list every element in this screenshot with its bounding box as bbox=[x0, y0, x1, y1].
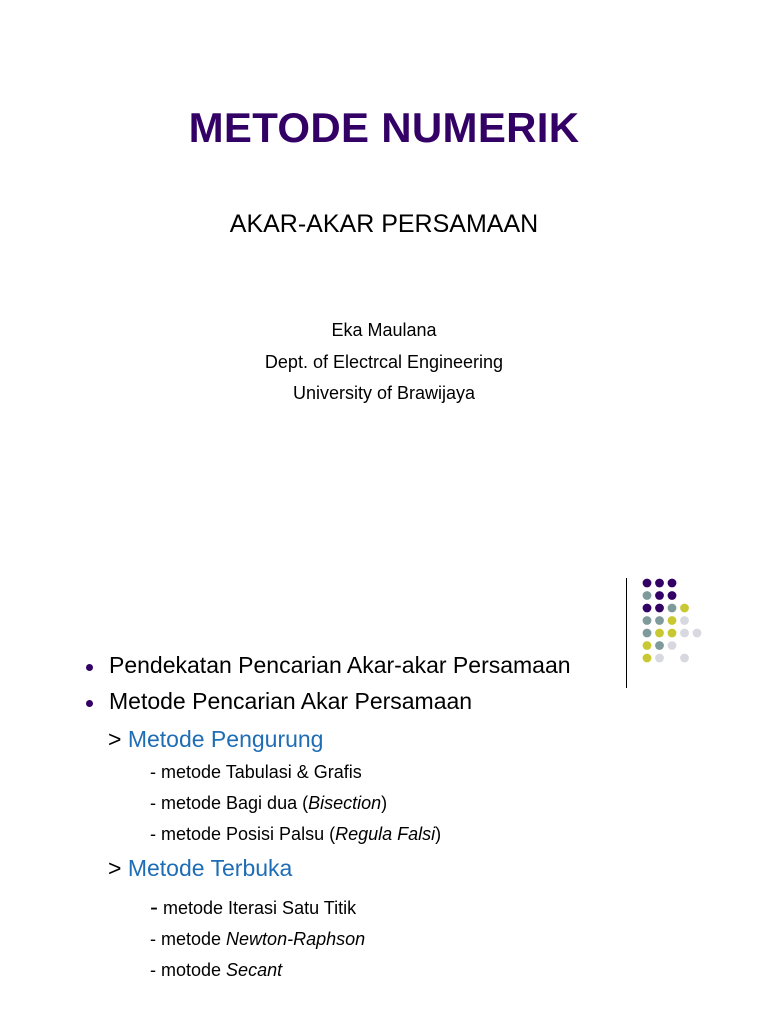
decorative-dot bbox=[655, 654, 664, 663]
item-emphasis: Regula Falsi bbox=[335, 824, 436, 844]
decorative-dot bbox=[693, 629, 702, 638]
item-text: - metode Posisi Palsu ( bbox=[150, 824, 336, 844]
item-text: - metode Tabulasi & Grafis bbox=[150, 762, 362, 782]
section-heading bbox=[108, 855, 292, 882]
slide-subtitle: AKAR-AKAR PERSAMAAN bbox=[229, 210, 539, 238]
item-text-end: ) bbox=[435, 824, 442, 844]
item-text: - motode bbox=[150, 960, 227, 980]
decorative-dot bbox=[643, 579, 652, 588]
item-text-end: ) bbox=[381, 793, 388, 813]
bullet-text: Metode Pencarian Akar Persamaan bbox=[109, 688, 473, 714]
decorative-dot bbox=[680, 654, 689, 663]
author-dept: Dept. of Electrcal Engineering bbox=[264, 352, 504, 372]
section-label: Metode Terbuka bbox=[127, 855, 293, 881]
author-university: University of Brawijaya bbox=[292, 383, 476, 403]
decorative-dot bbox=[680, 604, 689, 613]
bullet-text: Pendekatan Pencarian Akar-akar Persamaan bbox=[109, 652, 571, 678]
decorative-dot bbox=[655, 604, 664, 613]
decorative-dot bbox=[655, 591, 664, 600]
bullet-dot bbox=[86, 700, 93, 707]
list-item bbox=[150, 894, 356, 922]
bullet-item bbox=[86, 688, 646, 716]
decorative-dot bbox=[668, 579, 677, 588]
list-item bbox=[150, 762, 362, 783]
item-emphasis: Secant bbox=[226, 960, 283, 980]
decorative-dot bbox=[680, 616, 689, 625]
slide-title: METODE NUMERIK bbox=[188, 104, 580, 151]
decorative-dot bbox=[668, 641, 677, 650]
decorative-dot bbox=[655, 641, 664, 650]
item-dash: - bbox=[150, 894, 158, 921]
decorative-dot-grid bbox=[642, 578, 702, 674]
section-prefix: > bbox=[108, 855, 128, 881]
item-text: metode Iterasi Satu Titik bbox=[158, 898, 357, 918]
section-heading bbox=[108, 726, 323, 753]
list-item bbox=[150, 960, 282, 981]
author-name: Eka Maulana bbox=[331, 320, 437, 340]
list-item bbox=[150, 929, 365, 950]
decorative-dot bbox=[655, 629, 664, 638]
decorative-dot bbox=[655, 579, 664, 588]
section-prefix: > bbox=[108, 726, 128, 752]
decorative-dot bbox=[643, 604, 652, 613]
decorative-dot bbox=[668, 629, 677, 638]
list-item bbox=[150, 793, 387, 814]
item-emphasis: Newton-Raphson bbox=[226, 929, 366, 949]
decorative-dot bbox=[643, 616, 652, 625]
section-label: Metode Pengurung bbox=[127, 726, 324, 752]
decorative-dot bbox=[680, 629, 689, 638]
item-text: - metode bbox=[150, 929, 227, 949]
decorative-dot bbox=[643, 629, 652, 638]
bullet-item bbox=[86, 652, 646, 680]
decorative-dot bbox=[668, 604, 677, 613]
decorative-dot bbox=[655, 616, 664, 625]
item-text: - metode Bagi dua ( bbox=[150, 793, 309, 813]
list-item bbox=[150, 824, 441, 845]
item-emphasis: Bisection bbox=[308, 793, 382, 813]
decorative-dot bbox=[643, 591, 652, 600]
decorative-dot bbox=[643, 641, 652, 650]
decorative-dot bbox=[668, 591, 677, 600]
bullet-dot bbox=[86, 664, 93, 671]
decorative-dot bbox=[668, 616, 677, 625]
